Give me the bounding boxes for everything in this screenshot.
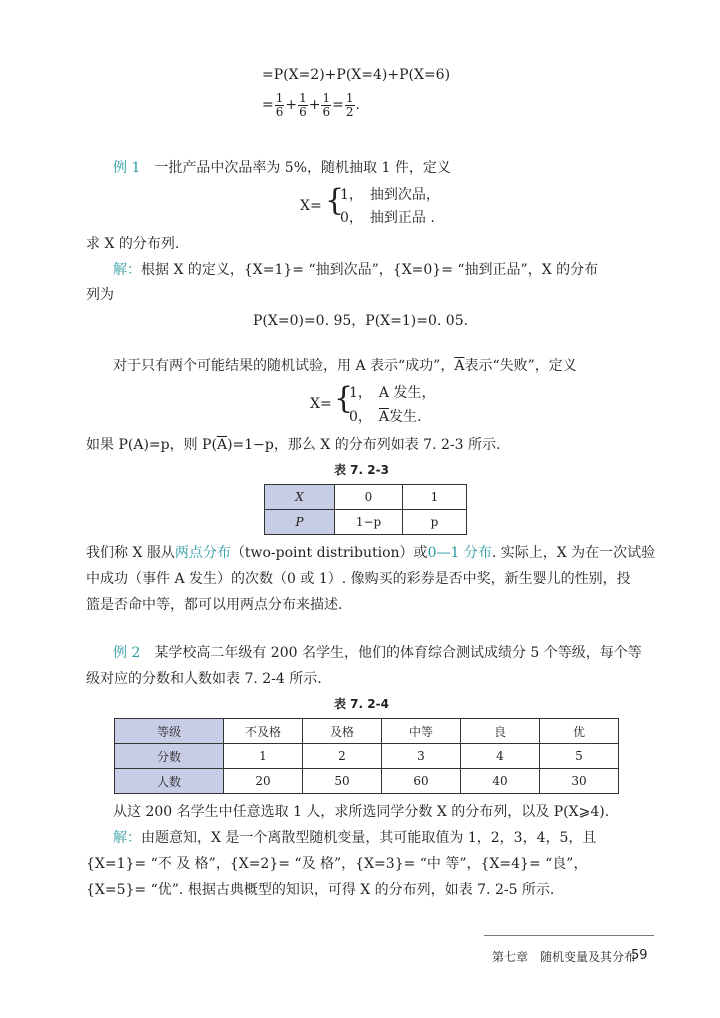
term-two-point-distribution: 两点分布 bbox=[174, 545, 231, 561]
table-cell: 20 bbox=[224, 769, 303, 794]
fraction: $\frac{1}{6}$ bbox=[275, 91, 284, 119]
two-point-case-1: 1， A 发生， bbox=[349, 385, 436, 401]
derivation-line-2: = $\frac{1}{6}$ + $\frac{1}{6}$ + $\frac{1}{6}$ = $\frac{1}{2}$ . bbox=[262, 91, 360, 119]
fraction: $\frac{1}{6}$ bbox=[299, 91, 307, 119]
fraction: $\frac{1}{2}$ bbox=[345, 91, 354, 119]
table-cell: 良 bbox=[461, 719, 540, 744]
table-7-2-3 bbox=[264, 484, 467, 535]
table-cell: 1 bbox=[403, 485, 467, 510]
table-row bbox=[265, 510, 467, 535]
table-7-2-4-caption: 表 7. 2-4 bbox=[334, 697, 389, 711]
example-2-statement-line-1: 例 2 某学校高二年级有 200 名学生，他们的体育综合测试成绩分 5 个等级，每个等 bbox=[113, 645, 642, 661]
table-7-2-3-caption: 表 7. 2-3 bbox=[334, 463, 389, 477]
example-2-statement-line-2: 级对应的分数和人数如表 7. 2-4 所示. bbox=[86, 671, 322, 687]
two-point-case-2: 0， $\overline{A}$发生. bbox=[349, 409, 422, 425]
example-1-label: 例 1 bbox=[113, 160, 141, 176]
table-cell: p bbox=[403, 510, 467, 535]
two-point-paragraph-line-1: 我们称 X 服从两点分布（two-point distribution）或0—1 分布. 实际上，X 为在一次试验 bbox=[86, 545, 656, 561]
example-2-solution-line-2: {X=1}= “不 及 格”，{X=2}= “及 格”，{X=3}= “中 等”，{X=4}= “良”， bbox=[86, 856, 588, 872]
two-point-def-lhs: X= bbox=[310, 396, 332, 412]
table-cell: 人数 bbox=[115, 769, 224, 794]
table-row bbox=[115, 744, 619, 769]
table-cell: 分数 bbox=[115, 744, 224, 769]
derivation-line-1: =P(X=2)+P(X=4)+P(X=6) bbox=[262, 67, 451, 83]
example-2-question: 从这 200 名学生中任意选取 1 人，求所选同学分数 X 的分布列，以及 P(X⩾4). bbox=[113, 804, 610, 820]
page-number: 59 bbox=[631, 948, 648, 963]
table-cell: P bbox=[265, 510, 335, 535]
example-1-question: 求 X 的分布列. bbox=[86, 236, 180, 252]
table-cell: X bbox=[265, 485, 335, 510]
footer-chapter: 第七章 随机变量及其分布 bbox=[492, 950, 637, 964]
example-1-statement: 例 1 一批产品中次品率为 5%，随机抽取 1 件，定义 bbox=[113, 160, 451, 176]
two-point-then: 如果 P(A)=p，则 $P(\overline{A})=1-p$，那么 X 的分布列如表 7. 2-3 所示. bbox=[86, 437, 501, 453]
table-cell: 0 bbox=[335, 485, 403, 510]
left-brace: { bbox=[334, 381, 354, 416]
solution-label: 解： bbox=[113, 262, 141, 278]
table-cell: 30 bbox=[540, 769, 619, 794]
table-row bbox=[265, 485, 467, 510]
two-point-paragraph-line-3: 篮是否命中等，都可以用两点分布来描述. bbox=[86, 597, 343, 613]
table-cell: 2 bbox=[303, 744, 382, 769]
solution-label: 解： bbox=[113, 830, 141, 846]
table-row bbox=[115, 769, 619, 794]
term-0-1-distribution: 0—1 分布 bbox=[427, 545, 492, 561]
two-point-paragraph-line-2: 中成功（事件 A 发生）的次数（0 或 1）. 像购买的彩券是否中奖，新生婴儿的性别，投 bbox=[86, 571, 631, 587]
left-brace: { bbox=[325, 183, 345, 218]
table-cell: 5 bbox=[540, 744, 619, 769]
two-point-intro: 对于只有两个可能结果的随机试验，用 A 表示“成功”，$\overline{A}$表示“失败”，定义 bbox=[113, 358, 577, 374]
table-row bbox=[115, 719, 619, 744]
table-cell: 1 bbox=[224, 744, 303, 769]
table-cell: 60 bbox=[382, 769, 461, 794]
example-2-label: 例 2 bbox=[113, 645, 141, 661]
example-1-case-2: 0， 抽到正品 . bbox=[340, 210, 435, 226]
table-cell: 50 bbox=[303, 769, 382, 794]
example-1-solution-line-2: 列为 bbox=[86, 287, 114, 303]
example-2-solution-line-3: {X=5}= “优”. 根据古典概型的知识，可得 X 的分布列，如表 7. 2-5 所示. bbox=[86, 882, 555, 898]
example-1-def-lhs: X= bbox=[300, 198, 322, 214]
table-cell: 40 bbox=[461, 769, 540, 794]
table-7-2-4 bbox=[114, 718, 619, 794]
table-cell: 等级 bbox=[115, 719, 224, 744]
fraction: $\frac{1}{6}$ bbox=[322, 91, 331, 119]
example-2-solution-line-1: 解：由题意知，X 是一个离散型随机变量，其可能取值为 1，2，3，4，5，且 bbox=[113, 830, 597, 846]
example-1-result: P(X=0)=0. 95，P(X=1)=0. 05. bbox=[253, 313, 469, 329]
example-1-case-1: 1， 抽到次品， bbox=[340, 187, 440, 203]
table-cell: 3 bbox=[382, 744, 461, 769]
table-cell: 不及格 bbox=[224, 719, 303, 744]
table-cell: 中等 bbox=[382, 719, 461, 744]
table-cell: 及格 bbox=[303, 719, 382, 744]
example-1-solution-line-1: 解：根据 X 的定义，{X=1}= “抽到次品”，{X=0}= “抽到正品”，X 的分布 bbox=[113, 262, 599, 278]
table-cell: 1−p bbox=[335, 510, 403, 535]
footer-divider bbox=[484, 935, 654, 936]
table-cell: 优 bbox=[540, 719, 619, 744]
table-cell: 4 bbox=[461, 744, 540, 769]
